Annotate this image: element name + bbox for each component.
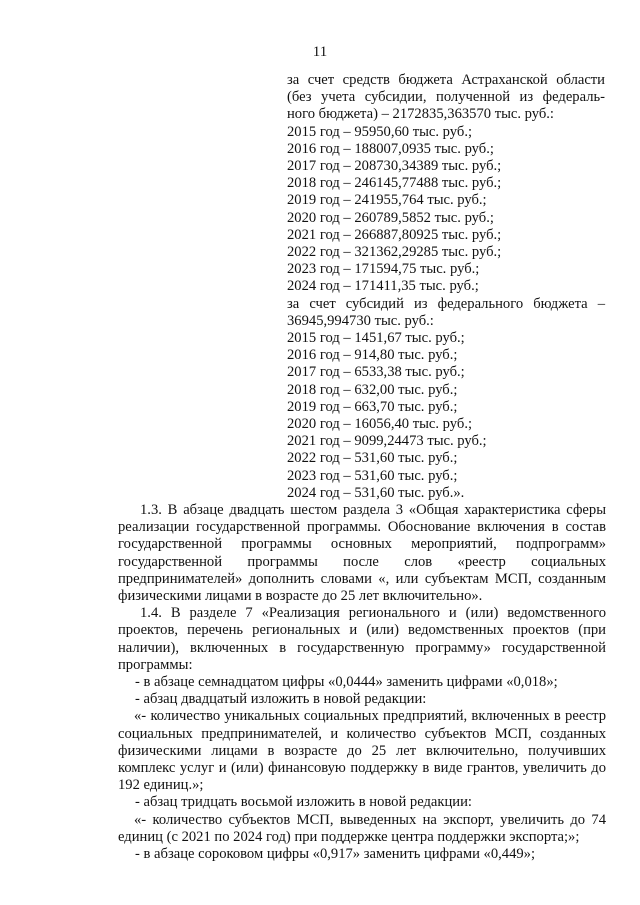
- year-line: 2019 год – 663,70 тыс. руб.;: [287, 398, 458, 415]
- year-line: 2018 год – 246145,77488 тыс. руб.;: [287, 175, 502, 192]
- year-line: 2023 год – 171594,75 тыс. руб.;: [287, 261, 480, 278]
- year-line: 2015 год – 1451,67 тыс. руб.;: [287, 330, 465, 347]
- year-line: 2020 год – 260789,5852 тыс. руб.;: [287, 209, 494, 226]
- year-line: 2017 год – 6533,38 тыс. руб.;: [287, 364, 465, 381]
- year-line: 2018 год – 632,00 тыс. руб.;: [287, 381, 458, 398]
- paragraph-1-3: 1.3. В абзаце двадцать шестом раздела 3 «Общая характеристика сферы реализации государственной программы. Обоснование включения в состав государственной программы основных мероприятий, подпрограмм» государственной программы после слов «реестр социальных предпринимателей» дополнить словами «, или субъектам МСП, созданным физическими лицами в возрасте до 25 лет включительно».: [118, 502, 606, 605]
- year-line: 2015 год – 95950,60 тыс. руб.;: [287, 123, 473, 140]
- regional-budget-years: [287, 124, 605, 296]
- amendment-item: - абзац двадцатый изложить в новой редакции:: [135, 691, 427, 708]
- amendment-item: - абзац тридцать восьмой изложить в новой редакции:: [135, 794, 472, 811]
- year-line: 2024 год – 171411,35 тыс. руб.;: [287, 278, 479, 295]
- year-line: 2024 год – 531,60 тыс. руб.».: [287, 484, 465, 501]
- year-line: 2023 год – 531,60 тыс. руб.;: [287, 467, 458, 484]
- year-line: 2020 год – 16056,40 тыс. руб.;: [287, 416, 473, 433]
- quoted-text: «- количество уникальных социальных предприятий, включенных в реестр социальных предпринимателей, и количество субъектов МСП, созданных физическими лицами в возрасте до 25 лет включительно, получивших комплекс услуг и (или) финансовую поддержку в виде грантов, увеличить до 192 единиц.»;: [118, 708, 606, 794]
- year-line: 2022 год – 531,60 тыс. руб.;: [287, 450, 458, 467]
- year-line: 2021 год – 9099,24473 тыс. руб.;: [287, 433, 487, 450]
- federal-subsidy-intro: [287, 296, 605, 330]
- amendments-body: [118, 502, 606, 863]
- text-line: 36945,994730 тыс. руб.:: [287, 312, 434, 329]
- quoted-text: «- количество субъектов МСП, выведенных на экспорт, увеличить до 74 единиц (с 2021 по 2024 год) при поддержке центра поддержки экспорта;»;: [118, 811, 606, 845]
- year-line: 2021 год – 266887,80925 тыс. руб.;: [287, 226, 502, 243]
- year-line: 2016 год – 188007,0935 тыс. руб.;: [287, 140, 494, 157]
- text-line: (без учета субсидии, полученной из федераль-: [287, 89, 605, 106]
- year-line: 2019 год – 241955,764 тыс. руб.;: [287, 192, 487, 209]
- amendment-item: - в абзаце сороковом цифры «0,917» заменить цифрами «0,449»;: [135, 846, 536, 863]
- page-number: 11: [312, 44, 328, 60]
- year-line: 2016 год – 914,80 тыс. руб.;: [287, 347, 458, 364]
- amendment-item: - в абзаце семнадцатом цифры «0,0444» заменить цифрами «0,018»;: [135, 674, 558, 691]
- regional-budget-intro: [287, 72, 605, 124]
- year-line: 2022 год – 321362,29285 тыс. руб.;: [287, 244, 502, 261]
- year-line: 2017 год – 208730,34389 тыс. руб.;: [287, 158, 502, 175]
- federal-subsidy-years: [287, 330, 605, 502]
- funding-breakdown: [287, 72, 605, 502]
- text-line: за счет средств бюджета Астраханской области: [287, 72, 605, 88]
- paragraph-1-4: 1.4. В разделе 7 «Реализация регионального и (или) ведомственного проектов, перечень региональных и (или) ведомственных проектов (при наличии), включенных в государственную программу» государственной программы:: [118, 605, 606, 673]
- text-line: за счет субсидий из федерального бюджета –: [287, 295, 605, 312]
- text-line: ного бюджета) – 2172835,363570 тыс. руб.:: [287, 106, 554, 123]
